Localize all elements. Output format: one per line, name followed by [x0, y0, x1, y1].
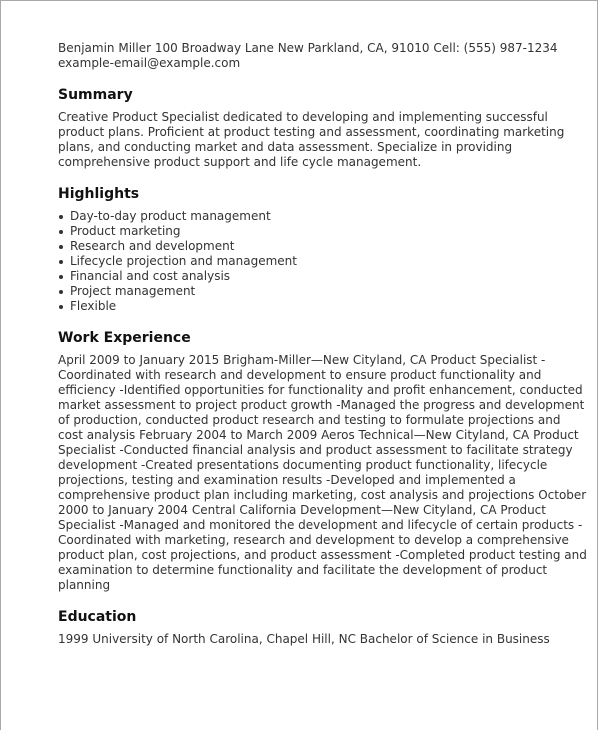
education-section — [58, 608, 589, 647]
experience-heading: Work Experience — [58, 330, 191, 346]
highlights-heading: Highlights — [58, 186, 140, 202]
summary-text: Creative Product Specialist dedicated to developing and implementing successful product plans. Proficient at product testing and assessment, coordinating marketing plans, and conducting market and data assessment. Specialize in providing comprehensive product support and life cycle management. — [58, 110, 565, 169]
list-item: Project management — [58, 284, 589, 299]
highlights-list — [58, 209, 589, 314]
highlights-section — [58, 185, 589, 314]
list-item: Research and development — [58, 239, 589, 254]
list-item: Flexible — [58, 299, 589, 314]
list-item: Day-to-day product management — [58, 209, 589, 224]
contact-info: Benjamin Miller 100 Broadway Lane New Parkland, CA, 91010 Cell: (555) 987-1234 example-email@example.com — [58, 41, 558, 70]
summary-heading: Summary — [58, 87, 133, 103]
list-item: Financial and cost analysis — [58, 269, 589, 284]
list-item: Lifecycle projection and management — [58, 254, 589, 269]
list-item: Product marketing — [58, 224, 589, 239]
experience-text: April 2009 to January 2015 Brigham-Miller—New Cityland, CA Product Specialist -Coordinated with research and development to ensure product functionality and efficiency -Identified opportunities for functionality and profit enhancement, conducted market assessment to project product growth -Managed the progress and development of production, conducted product research and testing to formulate projections and cost analysis February 2004 to March 2009 Aeros Technical—New Cityland, CA Product Specialist -Conducted financial analysis and product assessment to facilitate strategy development -Created presentations documenting product functionality, lifecycle projections, testing and examination results -Developed and implemented a comprehensive product plan including marketing, cost analysis and projections October 2000 to January 2004 Central California Development—New Cityland, CA Product Specialist -Managed and monitored the development and lifecycle of certain products -Coordinated with marketing, research and development to develop a comprehensive product plan, cost projections, and product assessment -Completed product testing and examination to determine functionality and facilitate the development of product planning — [58, 353, 587, 592]
summary-section — [58, 86, 589, 170]
education-heading: Education — [58, 609, 137, 625]
experience-section — [58, 329, 589, 593]
education-text: 1999 University of North Carolina, Chapel Hill, NC Bachelor of Science in Business — [58, 632, 550, 646]
